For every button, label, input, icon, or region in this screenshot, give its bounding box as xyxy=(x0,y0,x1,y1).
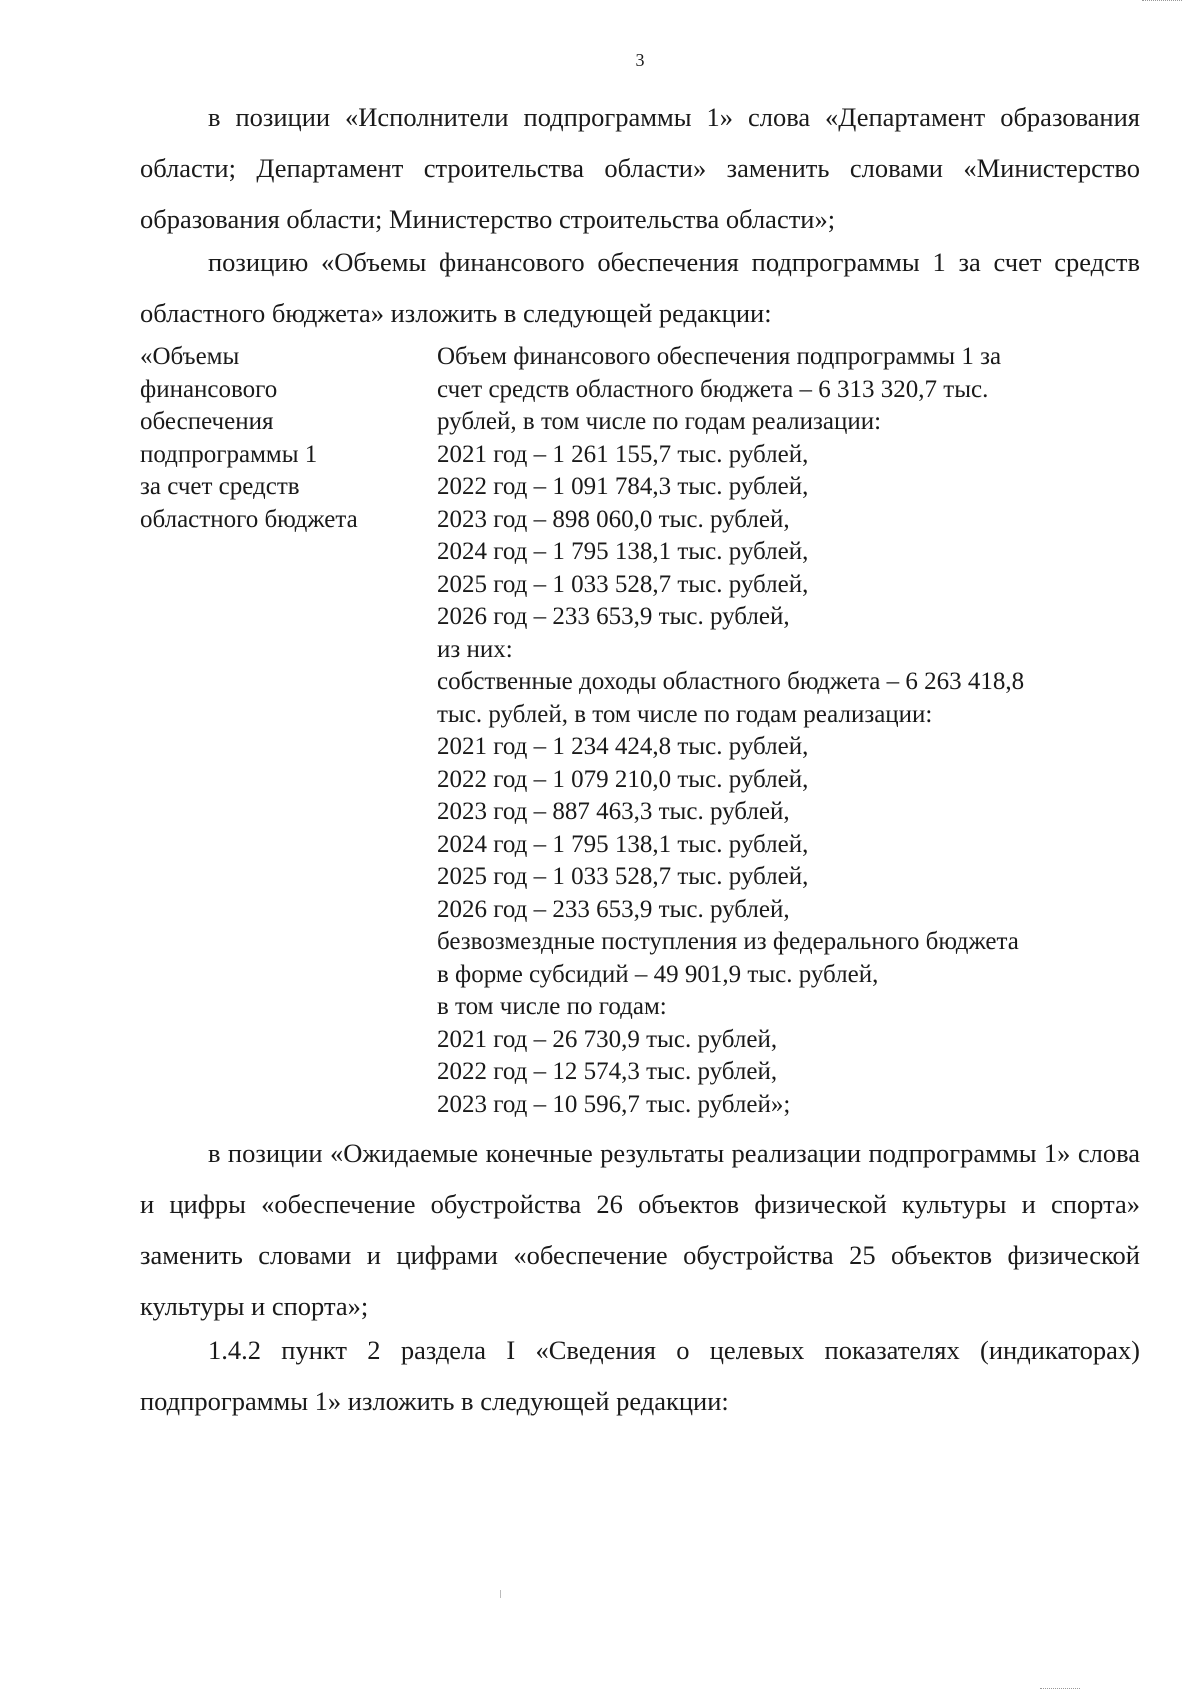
funding-table-value-column xyxy=(437,341,1157,1121)
scan-mark-bottom xyxy=(1040,1688,1080,1691)
table-value-line: 2022 год – 1 079 210,0 тыс. рублей, xyxy=(437,765,809,793)
scan-mark-top xyxy=(1142,0,1182,3)
scan-mark-center xyxy=(500,1590,501,1598)
table-value-line: счет средств областного бюджета – 6 313 320,7 тыс. xyxy=(437,375,989,403)
funding-table-label-column xyxy=(140,341,430,536)
table-label-line: «Объемы xyxy=(140,343,240,370)
table-value-line: 2021 год – 1 261 155,7 тыс. рублей, xyxy=(437,440,809,468)
paragraph-section-indicators: 1.4.2 пункт 2 раздела I «Сведения о целевых показателях (индикаторах) подпрограммы 1» изложить в следующей редакции: xyxy=(140,1335,1140,1416)
table-value-line: собственные доходы областного бюджета – 6 263 418,8 xyxy=(437,668,1025,695)
table-value-line: 2023 год – 10 596,7 тыс. рублей»; xyxy=(437,1090,791,1118)
table-value-line: 2021 год – 1 234 424,8 тыс. рублей, xyxy=(437,733,809,760)
paragraph-expected-results: в позиции «Ожидаемые конечные результаты реализации подпрограммы 1» слова и цифры «обеспечение обустройства 26 объектов физической культуры и спорта» заменить словами и цифрами «обеспечение обустройства 25 объектов физической культуры и спорта»; xyxy=(140,1138,1140,1321)
table-value-line: 2024 год – 1 795 138,1 тыс. рублей, xyxy=(437,830,809,858)
table-value-line: 2026 год – 233 653,9 тыс. рублей, xyxy=(437,603,790,630)
table-value-line: 2026 год – 233 653,9 тыс. рублей, xyxy=(437,895,790,923)
table-label-line: областного бюджета xyxy=(140,505,358,533)
table-value-line: в форме субсидий – 49 901,9 тыс. рублей, xyxy=(437,960,879,988)
table-label-line: финансового xyxy=(140,375,278,403)
table-value-line: Объем финансового обеспечения подпрограммы 1 за xyxy=(437,343,1002,370)
table-label-line: подпрограммы 1 xyxy=(140,440,318,468)
table-value-line: 2022 год – 12 574,3 тыс. рублей, xyxy=(437,1058,778,1085)
table-value-line: 2024 год – 1 795 138,1 тыс. рублей, xyxy=(437,538,809,565)
table-value-line: рублей, в том числе по годам реализации: xyxy=(437,408,882,435)
table-label-line: обеспечения xyxy=(140,408,274,435)
table-value-line: 2021 год – 26 730,9 тыс. рублей, xyxy=(437,1025,778,1053)
page-number: 3 xyxy=(635,50,645,70)
paragraph-funding-intro: позицию «Объемы финансового обеспечения подпрограммы 1 за счет средств областного бюджета» изложить в следующей редакции: xyxy=(140,247,1140,328)
table-label-line: за счет средств xyxy=(140,473,300,500)
table-value-line: 2025 год – 1 033 528,7 тыс. рублей, xyxy=(437,570,809,598)
table-value-line: тыс. рублей, в том числе по годам реализации: xyxy=(437,700,933,728)
paragraph-executors: в позиции «Исполнители подпрограммы 1» слова «Департамент образования области; Департамент строительства области» заменить словами «Министерство образования области; Министерство строительства области»; xyxy=(140,102,1140,234)
table-value-line: 2025 год – 1 033 528,7 тыс. рублей, xyxy=(437,863,809,890)
table-value-line: безвозмездные поступления из федерального бюджета xyxy=(437,928,1019,955)
table-value-line: в том числе по годам: xyxy=(437,993,667,1020)
table-value-line: из них: xyxy=(437,635,513,663)
table-value-line: 2023 год – 887 463,3 тыс. рублей, xyxy=(437,798,790,825)
table-value-line: 2022 год – 1 091 784,3 тыс. рублей, xyxy=(437,473,809,500)
table-value-line: 2023 год – 898 060,0 тыс. рублей, xyxy=(437,505,790,533)
